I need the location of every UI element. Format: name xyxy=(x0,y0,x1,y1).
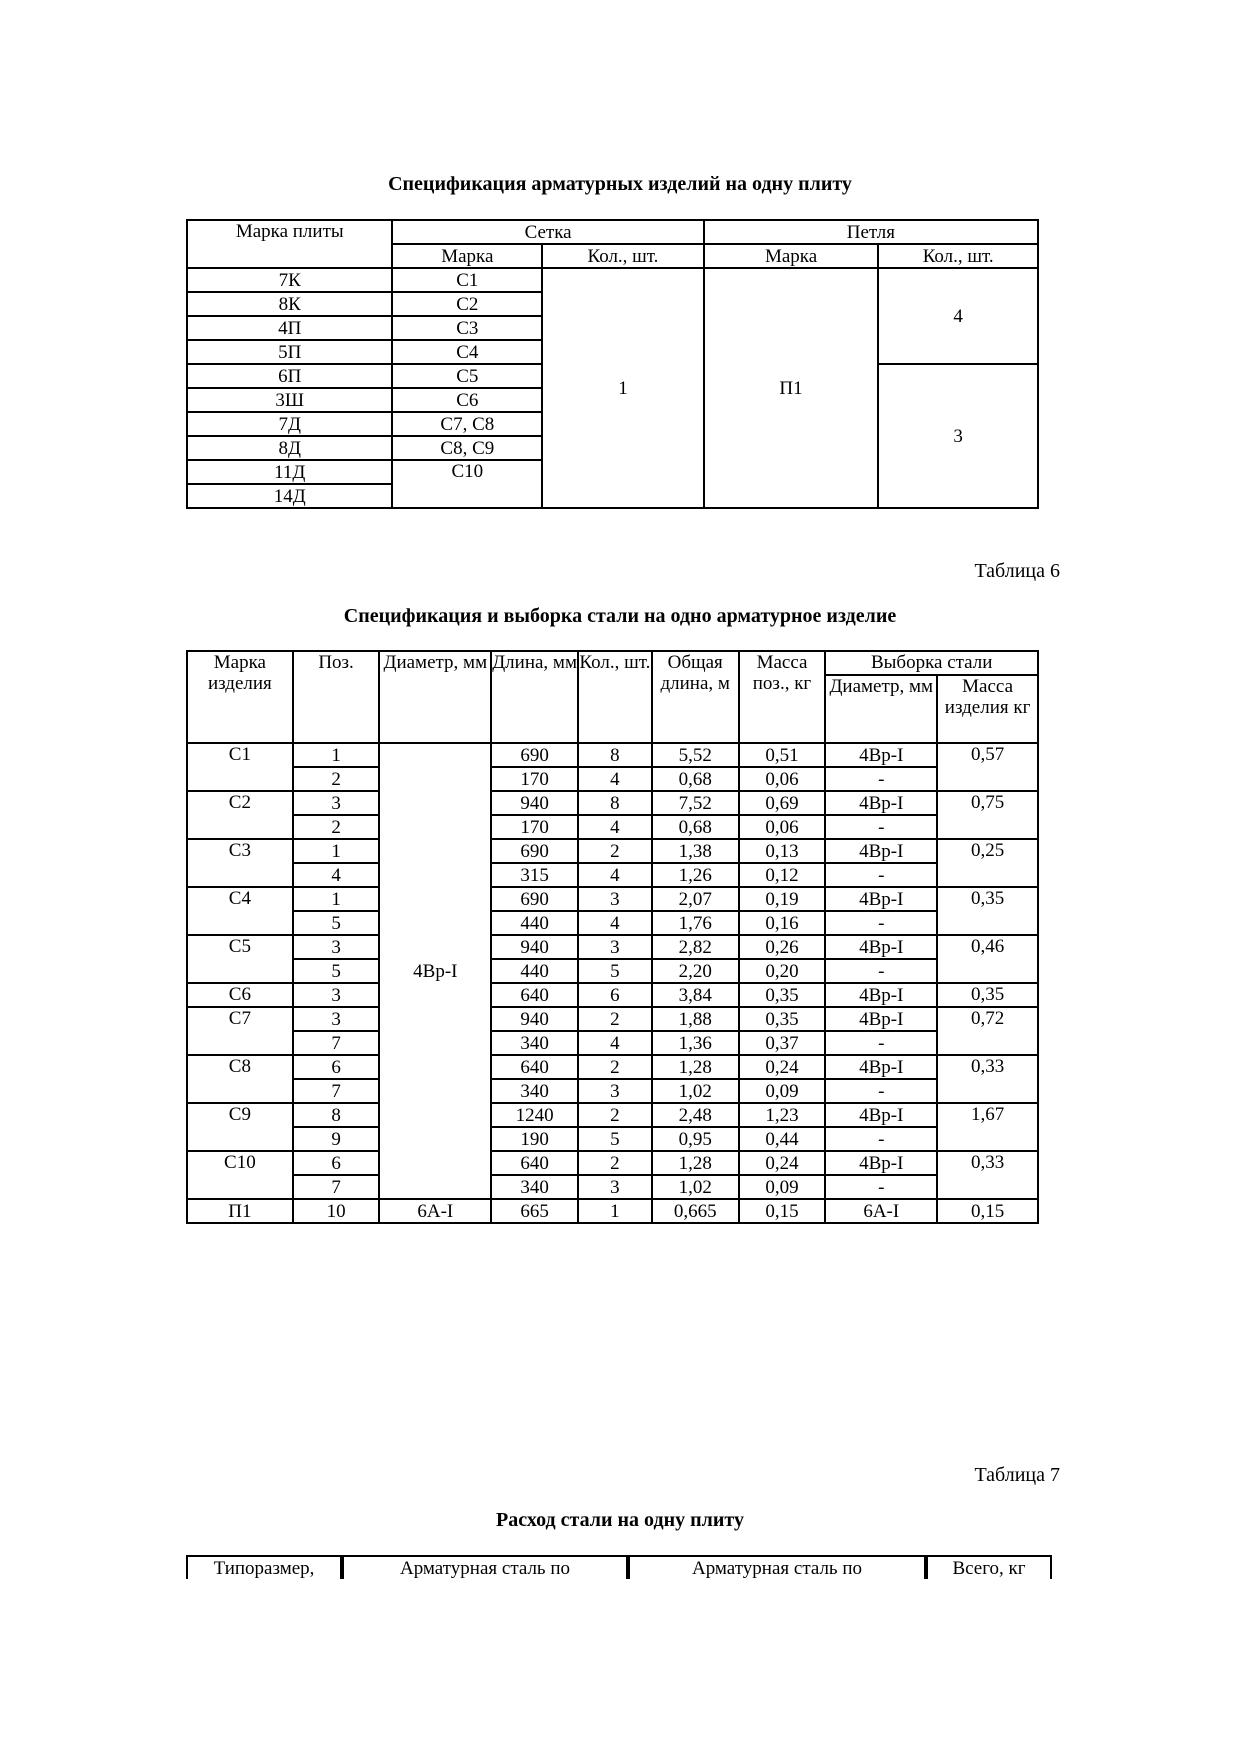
qty-cell: 8 xyxy=(578,743,652,767)
table7-title: Расход стали на одну плиту xyxy=(496,1509,744,1531)
qty-cell: 2 xyxy=(578,1055,652,1079)
total-length-cell: 7,52 xyxy=(652,791,739,815)
table-row xyxy=(187,815,1038,839)
table-row xyxy=(187,791,1038,815)
table-row xyxy=(187,935,1038,959)
mass-pos-cell: 0,51 xyxy=(739,743,826,767)
qty-cell: 6 xyxy=(578,983,652,1007)
plate-cell: 7К xyxy=(187,268,392,292)
qty-cell: 2 xyxy=(578,1151,652,1175)
header-total-length: Общая длина, м xyxy=(652,651,739,743)
table6-title: Спецификация и выборка стали на одно арматурное изделие xyxy=(343,605,897,627)
sel-mass-cell: 0,72 xyxy=(937,1007,1038,1055)
sel-mass-cell: 0,33 xyxy=(937,1055,1038,1103)
last-row-mass-cell: 0,15 xyxy=(937,1199,1038,1223)
qty-cell: 2 xyxy=(578,1103,652,1127)
item-mark-cell: С7 xyxy=(187,1007,293,1055)
header-mass-pos: Масса поз., кг xyxy=(739,651,826,743)
table-row xyxy=(187,839,1038,863)
length-cell: 640 xyxy=(491,1055,578,1079)
sel-diameter-cell: 4Вр-I xyxy=(825,1103,937,1127)
table-row xyxy=(187,1055,1038,1079)
total-length-cell: 5,52 xyxy=(652,743,739,767)
pos-cell: 8 xyxy=(293,1103,380,1127)
sel-diameter-cell: - xyxy=(825,911,937,935)
item-mark-cell: С1 xyxy=(187,743,293,791)
table-row xyxy=(187,983,1038,1007)
sel-diameter-cell: - xyxy=(825,1031,937,1055)
sel-diameter-cell: 4Вр-I xyxy=(825,1007,937,1031)
length-cell: 340 xyxy=(491,1079,578,1103)
mass-pos-cell: 0,24 xyxy=(739,1055,826,1079)
header-sel-diameter: Диаметр, мм xyxy=(825,675,937,743)
header-mark-plate: Марка плиты xyxy=(187,220,392,268)
length-cell: 170 xyxy=(491,815,578,839)
table-row xyxy=(187,767,1038,791)
qty-cell: 4 xyxy=(578,767,652,791)
setka-mark-cell: С10 xyxy=(392,460,542,508)
qty-cell: 4 xyxy=(578,815,652,839)
table6 xyxy=(186,650,1039,1224)
total-length-cell: 2,07 xyxy=(652,887,739,911)
item-mark-cell: С3 xyxy=(187,839,293,887)
length-cell: 440 xyxy=(491,959,578,983)
header-size-type: Типоразмер, xyxy=(186,1555,342,1579)
sel-mass-cell: 0,75 xyxy=(937,791,1038,839)
table6-body xyxy=(187,743,1038,1223)
pos-cell: 5 xyxy=(293,959,380,983)
item-mark-cell: С2 xyxy=(187,791,293,839)
sel-mass-cell: 0,25 xyxy=(937,839,1038,887)
mass-pos-cell: 0,09 xyxy=(739,1175,826,1199)
header-setka-mark: Марка xyxy=(392,244,542,268)
sel-diameter-cell: 4Вр-I xyxy=(825,743,937,767)
header-length: Длина, мм xyxy=(491,651,578,743)
plate-cell: 7Д xyxy=(187,412,392,436)
sel-diameter-cell: 4Вр-I xyxy=(825,935,937,959)
header-petlya: Петля xyxy=(704,220,1038,244)
mass-pos-cell: 0,35 xyxy=(739,983,826,1007)
last-row-pos-cell: 10 xyxy=(293,1199,380,1223)
last-row-mp-cell: 0,15 xyxy=(739,1199,826,1223)
pos-cell: 2 xyxy=(293,815,380,839)
table-row xyxy=(187,1007,1038,1031)
setka-mark-cell: С5 xyxy=(392,364,542,388)
total-length-cell: 1,02 xyxy=(652,1175,739,1199)
table-row xyxy=(187,1103,1038,1127)
length-cell: 640 xyxy=(491,1151,578,1175)
setka-mark-cell: С6 xyxy=(392,388,542,412)
pos-cell: 6 xyxy=(293,1151,380,1175)
table-row xyxy=(187,1031,1038,1055)
table-row xyxy=(187,863,1038,887)
sel-diameter-cell: - xyxy=(825,815,937,839)
header-setka-qty: Кол., шт. xyxy=(542,244,704,268)
table-row xyxy=(187,911,1038,935)
length-cell: 340 xyxy=(491,1175,578,1199)
sel-diameter-cell: 4Вр-I xyxy=(825,839,937,863)
header-qty: Кол., шт. xyxy=(578,651,652,743)
sel-mass-cell: 0,35 xyxy=(937,983,1038,1007)
total-length-cell: 3,84 xyxy=(652,983,739,1007)
total-length-cell: 1,02 xyxy=(652,1079,739,1103)
sel-mass-cell: 0,57 xyxy=(937,743,1038,791)
qty-cell: 4 xyxy=(578,863,652,887)
last-row-qty-cell: 1 xyxy=(578,1199,652,1223)
table-row xyxy=(187,1175,1038,1199)
length-cell: 1240 xyxy=(491,1103,578,1127)
table-row xyxy=(187,887,1038,911)
qty-cell: 3 xyxy=(578,887,652,911)
length-cell: 170 xyxy=(491,767,578,791)
setka-qty-cell: 1 xyxy=(542,268,704,508)
total-length-cell: 2,48 xyxy=(652,1103,739,1127)
item-mark-cell: С4 xyxy=(187,887,293,935)
header-setka: Сетка xyxy=(392,220,703,244)
last-row-diam-cell: 6А-I xyxy=(379,1199,491,1223)
table-row xyxy=(187,1199,1038,1223)
total-length-cell: 0,95 xyxy=(652,1127,739,1151)
qty-cell: 8 xyxy=(578,791,652,815)
table7-caption: Таблица 7 xyxy=(974,1464,1060,1486)
sel-mass-cell: 0,33 xyxy=(937,1151,1038,1199)
mass-pos-cell: 0,37 xyxy=(739,1031,826,1055)
setka-mark-cell: С1 xyxy=(392,268,542,292)
item-mark-cell: С9 xyxy=(187,1103,293,1151)
pos-cell: 4 xyxy=(293,863,380,887)
table-row xyxy=(187,1079,1038,1103)
header-steel-a: Арматурная сталь по xyxy=(342,1555,628,1579)
length-cell: 690 xyxy=(491,743,578,767)
mass-pos-cell: 0,06 xyxy=(739,767,826,791)
header-petlya-qty: Кол., шт. xyxy=(878,244,1038,268)
plate-cell: 3Ш xyxy=(187,388,392,412)
length-cell: 340 xyxy=(491,1031,578,1055)
sel-diameter-cell: 4Вр-I xyxy=(825,983,937,1007)
petlya-qty-cell-a: 4 xyxy=(878,268,1038,364)
table-row xyxy=(187,1151,1038,1175)
table5 xyxy=(186,219,1039,509)
total-length-cell: 0,68 xyxy=(652,815,739,839)
sel-diameter-cell: 4Вр-I xyxy=(825,1151,937,1175)
pos-cell: 1 xyxy=(293,839,380,863)
header-diameter: Диаметр, мм xyxy=(379,651,491,743)
mass-pos-cell: 1,23 xyxy=(739,1103,826,1127)
header-sel-mass: Масса изделия кг xyxy=(937,675,1038,743)
mass-pos-cell: 0,12 xyxy=(739,863,826,887)
header-total: Всего, кг xyxy=(926,1555,1052,1579)
header-steel-selection: Выборка стали xyxy=(825,651,1038,675)
length-cell: 440 xyxy=(491,911,578,935)
pos-cell: 1 xyxy=(293,887,380,911)
length-cell: 940 xyxy=(491,935,578,959)
plate-cell: 5П xyxy=(187,340,392,364)
mass-pos-cell: 0,19 xyxy=(739,887,826,911)
sel-diameter-cell: 4Вр-I xyxy=(825,791,937,815)
total-length-cell: 1,36 xyxy=(652,1031,739,1055)
petlya-mark-cell: П1 xyxy=(704,268,879,508)
item-mark-cell: С5 xyxy=(187,935,293,983)
item-mark-cell: С6 xyxy=(187,983,293,1007)
last-row-total-cell: 0,665 xyxy=(652,1199,739,1223)
qty-cell: 5 xyxy=(578,1127,652,1151)
sel-diameter-cell: - xyxy=(825,1079,937,1103)
length-cell: 690 xyxy=(491,887,578,911)
qty-cell: 3 xyxy=(578,935,652,959)
table7 xyxy=(186,1555,1052,1579)
total-length-cell: 1,88 xyxy=(652,1007,739,1031)
mass-pos-cell: 0,44 xyxy=(739,1127,826,1151)
sel-diameter-cell: 4Вр-I xyxy=(825,887,937,911)
header-pos: Поз. xyxy=(293,651,380,743)
pos-cell: 5 xyxy=(293,911,380,935)
petlya-qty-cell-b: 3 xyxy=(878,364,1038,508)
total-length-cell: 1,28 xyxy=(652,1151,739,1175)
pos-cell: 3 xyxy=(293,791,380,815)
pos-cell: 3 xyxy=(293,1007,380,1031)
length-cell: 190 xyxy=(491,1127,578,1151)
qty-cell: 4 xyxy=(578,911,652,935)
diameter-cell: 4Вр-I xyxy=(379,743,491,1199)
mass-pos-cell: 0,35 xyxy=(739,1007,826,1031)
setka-mark-cell: С3 xyxy=(392,316,542,340)
sel-diameter-cell: - xyxy=(825,1127,937,1151)
mass-pos-cell: 0,16 xyxy=(739,911,826,935)
plate-cell: 14Д xyxy=(187,484,392,508)
length-cell: 940 xyxy=(491,791,578,815)
header-item-mark: Марка изделия xyxy=(187,651,293,743)
pos-cell: 7 xyxy=(293,1079,380,1103)
qty-cell: 3 xyxy=(578,1175,652,1199)
length-cell: 640 xyxy=(491,983,578,1007)
qty-cell: 2 xyxy=(578,1007,652,1031)
pos-cell: 1 xyxy=(293,743,380,767)
setka-mark-cell: С8, С9 xyxy=(392,436,542,460)
sel-mass-cell: 1,67 xyxy=(937,1103,1038,1151)
sel-mass-cell: 0,46 xyxy=(937,935,1038,983)
table5-title: Спецификация арматурных изделий на одну плиту xyxy=(388,173,852,195)
setka-mark-cell: С4 xyxy=(392,340,542,364)
total-length-cell: 1,38 xyxy=(652,839,739,863)
total-length-cell: 1,76 xyxy=(652,911,739,935)
sel-diameter-cell: - xyxy=(825,959,937,983)
sel-diameter-cell: 4Вр-I xyxy=(825,1055,937,1079)
pos-cell: 3 xyxy=(293,983,380,1007)
mass-pos-cell: 0,09 xyxy=(739,1079,826,1103)
setka-mark-cell: С2 xyxy=(392,292,542,316)
mass-pos-cell: 0,20 xyxy=(739,959,826,983)
table6-caption: Таблица 6 xyxy=(974,560,1060,582)
sel-diameter-cell: - xyxy=(825,863,937,887)
plate-cell: 8Д xyxy=(187,436,392,460)
mass-pos-cell: 0,26 xyxy=(739,935,826,959)
item-mark-cell: С8 xyxy=(187,1055,293,1103)
sel-mass-cell: 0,35 xyxy=(937,887,1038,935)
pos-cell: 7 xyxy=(293,1175,380,1199)
total-length-cell: 1,26 xyxy=(652,863,739,887)
header-steel-b: Арматурная сталь по xyxy=(628,1555,926,1579)
total-length-cell: 2,82 xyxy=(652,935,739,959)
mass-pos-cell: 0,13 xyxy=(739,839,826,863)
total-length-cell: 2,20 xyxy=(652,959,739,983)
length-cell: 940 xyxy=(491,1007,578,1031)
pos-cell: 7 xyxy=(293,1031,380,1055)
qty-cell: 3 xyxy=(578,1079,652,1103)
qty-cell: 2 xyxy=(578,839,652,863)
length-cell: 690 xyxy=(491,839,578,863)
qty-cell: 5 xyxy=(578,959,652,983)
last-row-sd-cell: 6А-I xyxy=(825,1199,937,1223)
table-row xyxy=(187,1127,1038,1151)
qty-cell: 4 xyxy=(578,1031,652,1055)
length-cell: 315 xyxy=(491,863,578,887)
pos-cell: 2 xyxy=(293,767,380,791)
pos-cell: 3 xyxy=(293,935,380,959)
plate-cell: 4П xyxy=(187,316,392,340)
mass-pos-cell: 0,69 xyxy=(739,791,826,815)
plate-cell: 8К xyxy=(187,292,392,316)
pos-cell: 9 xyxy=(293,1127,380,1151)
last-row-mark-cell: П1 xyxy=(187,1199,293,1223)
plate-cell: 6П xyxy=(187,364,392,388)
total-length-cell: 0,68 xyxy=(652,767,739,791)
sel-diameter-cell: - xyxy=(825,767,937,791)
plate-cell: 11Д xyxy=(187,460,392,484)
mass-pos-cell: 0,24 xyxy=(739,1151,826,1175)
sel-diameter-cell: - xyxy=(825,1175,937,1199)
last-row-len-cell: 665 xyxy=(491,1199,578,1223)
total-length-cell: 1,28 xyxy=(652,1055,739,1079)
table-row xyxy=(187,743,1038,767)
header-petlya-mark: Марка xyxy=(704,244,879,268)
setka-mark-cell: С7, С8 xyxy=(392,412,542,436)
pos-cell: 6 xyxy=(293,1055,380,1079)
item-mark-cell: С10 xyxy=(187,1151,293,1199)
table-row xyxy=(187,959,1038,983)
mass-pos-cell: 0,06 xyxy=(739,815,826,839)
